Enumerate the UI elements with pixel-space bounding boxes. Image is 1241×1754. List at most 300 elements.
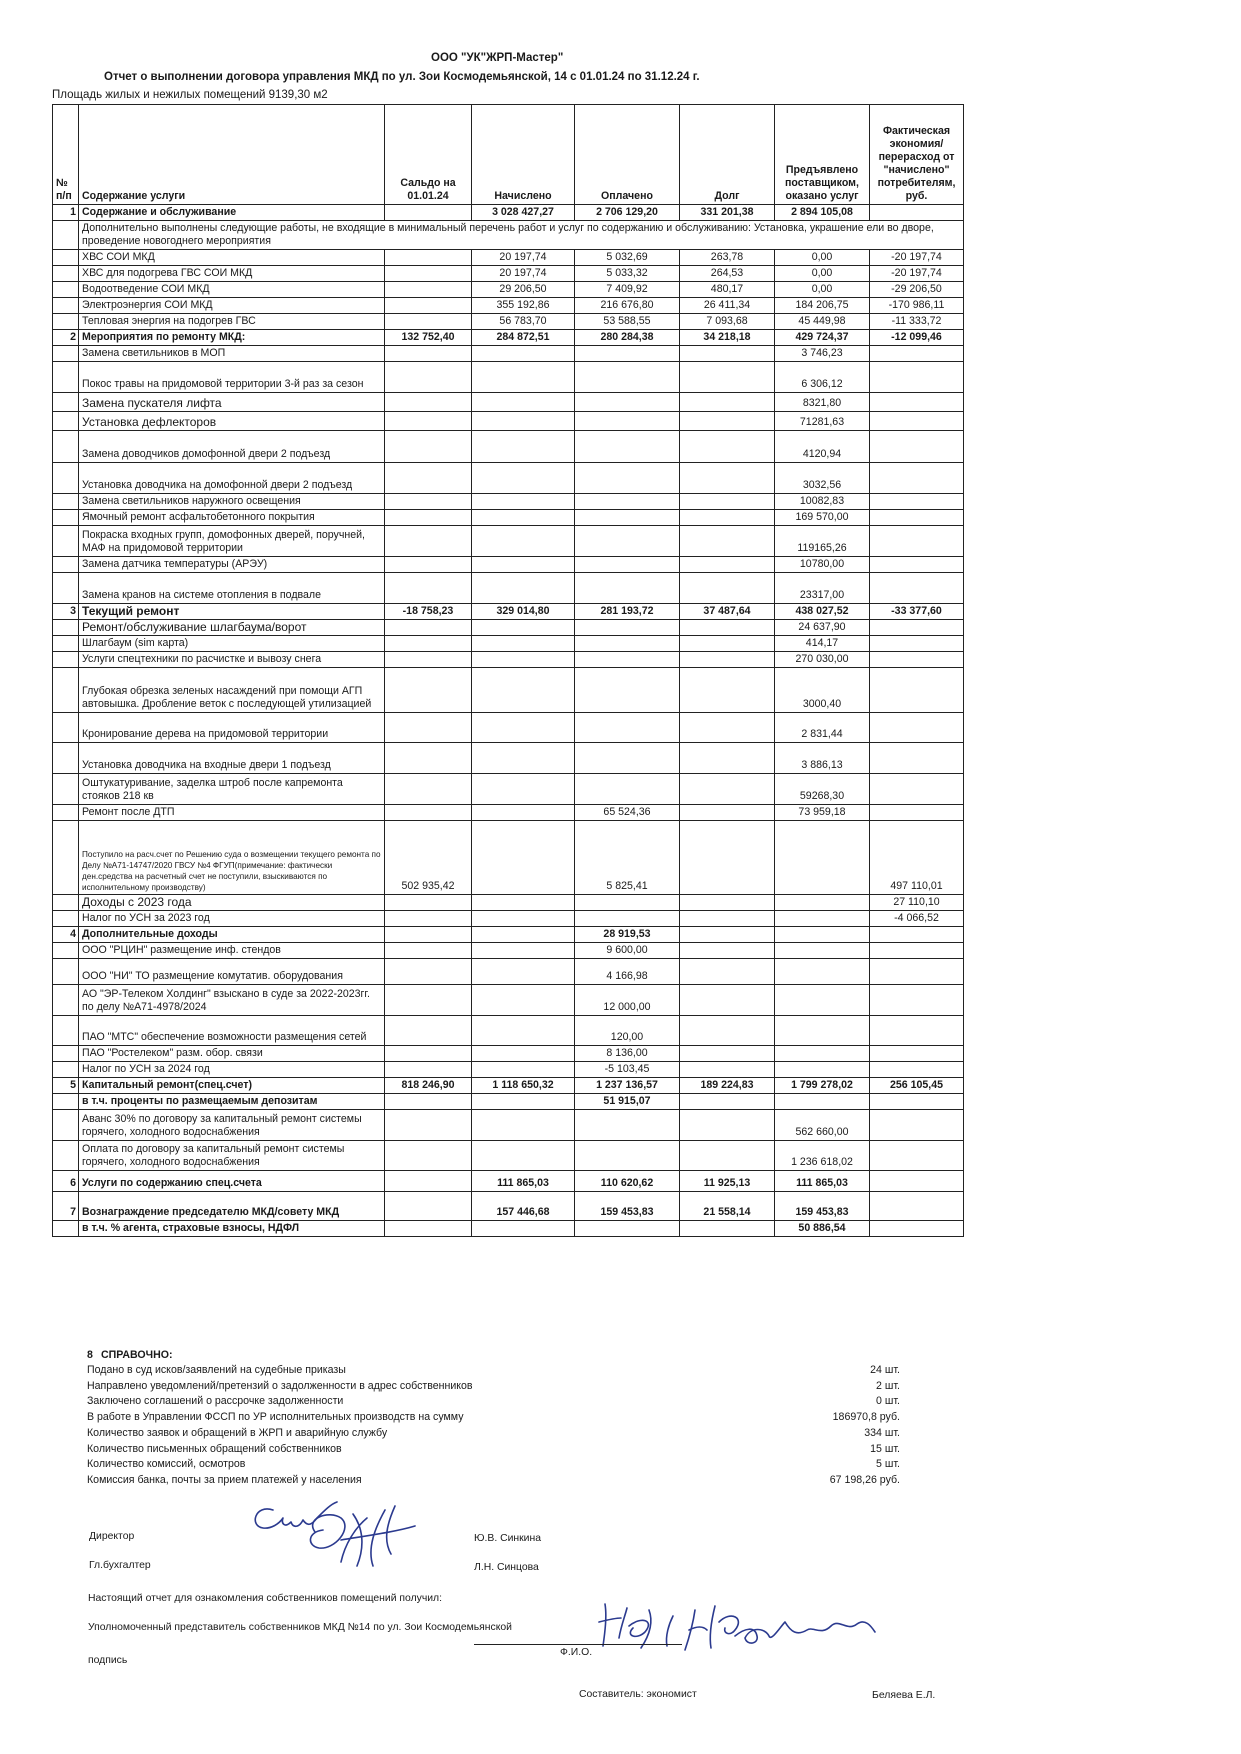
compiler-name: Беляева Е.Л. bbox=[872, 1690, 936, 1701]
row-num bbox=[53, 652, 79, 668]
row-num bbox=[53, 774, 79, 805]
saldo-cell bbox=[385, 250, 472, 266]
signature-line bbox=[474, 1644, 682, 1645]
paid-cell bbox=[575, 895, 680, 911]
economy-cell bbox=[870, 362, 964, 393]
saldo-cell bbox=[385, 911, 472, 927]
charged-cell bbox=[472, 1094, 575, 1110]
economy-cell: -33 377,60 bbox=[870, 604, 964, 620]
charged-cell bbox=[472, 911, 575, 927]
accountant-label: Гл.бухгалтер bbox=[89, 1560, 151, 1571]
paid-cell: 7 409,92 bbox=[575, 282, 680, 298]
economy-cell: -20 197,74 bbox=[870, 250, 964, 266]
spravochno-label: Количество заявок и обращений в ЖРП и аварийную службу bbox=[87, 1426, 388, 1439]
charged-cell bbox=[472, 943, 575, 959]
debt-cell: 264,53 bbox=[680, 266, 775, 282]
presented-cell: 3032,56 bbox=[775, 463, 870, 494]
charged-cell bbox=[472, 1062, 575, 1078]
charged-cell bbox=[472, 393, 575, 412]
spravochno-label: Комиссия банка, почты за прием платежей у населения bbox=[87, 1473, 362, 1486]
debt-cell bbox=[680, 463, 775, 494]
economy-cell bbox=[870, 346, 964, 362]
economy-cell bbox=[870, 573, 964, 604]
saldo-cell bbox=[385, 774, 472, 805]
charged-cell bbox=[472, 526, 575, 557]
presented-cell bbox=[775, 911, 870, 927]
saldo-cell bbox=[385, 431, 472, 463]
charged-cell bbox=[472, 1016, 575, 1046]
table-row bbox=[53, 911, 964, 927]
presented-cell bbox=[775, 1016, 870, 1046]
charged-cell bbox=[472, 510, 575, 526]
row-num bbox=[53, 895, 79, 911]
paid-cell: 5 825,41 bbox=[575, 821, 680, 895]
table-row bbox=[53, 510, 964, 526]
service-name: Ремонт/обслуживание шлагбаума/ворот bbox=[79, 620, 385, 636]
debt-cell bbox=[680, 911, 775, 927]
service-name: Замена светильников наружного освещения bbox=[79, 494, 385, 510]
economy-cell bbox=[870, 1192, 964, 1221]
charged-cell bbox=[472, 346, 575, 362]
economy-cell bbox=[870, 636, 964, 652]
table-row bbox=[53, 668, 964, 713]
service-name: АО "ЭР-Телеком Холдинг" взыскано в суде за 2022-2023гг. по делу №А71-4978/2024 bbox=[79, 985, 385, 1016]
service-name: ХВС СОИ МКД bbox=[79, 250, 385, 266]
paid-cell: 5 032,69 bbox=[575, 250, 680, 266]
presented-cell: 2 894 105,08 bbox=[775, 205, 870, 221]
paid-cell bbox=[575, 774, 680, 805]
charged-cell: 1 118 650,32 bbox=[472, 1078, 575, 1094]
saldo-cell: 818 246,90 bbox=[385, 1078, 472, 1094]
paid-cell bbox=[575, 1110, 680, 1141]
presented-cell: 3 746,23 bbox=[775, 346, 870, 362]
service-name: Поступило на расч.счет по Решению суда о возмещении текущего ремонта по Делу №А71-14747/2020 ГВСУ №4 ФГУП(примечание: фактически ден.средства на расчетный счет не поступили, взыскиваются по исполнительному производству) bbox=[79, 821, 385, 895]
table-row bbox=[53, 774, 964, 805]
charged-cell: 284 872,51 bbox=[472, 330, 575, 346]
fio-label: Ф.И.О. bbox=[560, 1647, 593, 1658]
debt-cell: 480,17 bbox=[680, 282, 775, 298]
charged-cell: 20 197,74 bbox=[472, 250, 575, 266]
row-num bbox=[53, 1046, 79, 1062]
saldo-cell bbox=[385, 314, 472, 330]
paid-cell bbox=[575, 346, 680, 362]
saldo-cell bbox=[385, 1046, 472, 1062]
debt-cell bbox=[680, 346, 775, 362]
row-num bbox=[53, 250, 79, 266]
economy-cell bbox=[870, 1171, 964, 1192]
table-row bbox=[53, 1141, 964, 1171]
debt-cell: 37 487,64 bbox=[680, 604, 775, 620]
presented-cell: 23317,00 bbox=[775, 573, 870, 604]
paid-cell: 53 588,55 bbox=[575, 314, 680, 330]
service-name: Электроэнергия СОИ МКД bbox=[79, 298, 385, 314]
org-name: ООО "УК"ЖРП-Мастер" bbox=[431, 52, 564, 64]
economy-cell bbox=[870, 557, 964, 573]
saldo-cell bbox=[385, 668, 472, 713]
debt-cell bbox=[680, 927, 775, 943]
economy-cell: -4 066,52 bbox=[870, 911, 964, 927]
row-num bbox=[53, 1016, 79, 1046]
saldo-cell bbox=[385, 805, 472, 821]
economy-cell bbox=[870, 526, 964, 557]
service-name: Установка дефлекторов bbox=[79, 412, 385, 431]
service-name: Оплата по договору за капитальный ремонт системы горячего, холодного водоснабжения bbox=[79, 1141, 385, 1171]
row-num bbox=[53, 1062, 79, 1078]
charged-cell bbox=[472, 1221, 575, 1237]
table-row bbox=[53, 266, 964, 282]
debt-cell bbox=[680, 743, 775, 774]
service-name: Мероприятия по ремонту МКД: bbox=[79, 330, 385, 346]
row-num bbox=[53, 431, 79, 463]
economy-cell bbox=[870, 510, 964, 526]
saldo-cell bbox=[385, 743, 472, 774]
service-name: Глубокая обрезка зеленых насаждений при помощи АГП автовышка. Дробление веток с последующей утилизацией bbox=[79, 668, 385, 713]
presented-cell bbox=[775, 927, 870, 943]
table-row bbox=[53, 636, 964, 652]
economy-cell: -170 986,11 bbox=[870, 298, 964, 314]
service-name: ХВС для подогрева ГВС СОИ МКД bbox=[79, 266, 385, 282]
economy-cell: 256 105,45 bbox=[870, 1078, 964, 1094]
debt-cell bbox=[680, 431, 775, 463]
economy-cell bbox=[870, 959, 964, 985]
debt-cell: 21 558,14 bbox=[680, 1192, 775, 1221]
debt-cell: 331 201,38 bbox=[680, 205, 775, 221]
table-row bbox=[53, 431, 964, 463]
table-row bbox=[53, 314, 964, 330]
table-row bbox=[53, 412, 964, 431]
economy-cell bbox=[870, 393, 964, 412]
service-name: ПАО "МТС" обеспечение возможности размещения сетей bbox=[79, 1016, 385, 1046]
saldo-cell bbox=[385, 943, 472, 959]
table-row bbox=[53, 1046, 964, 1062]
charged-cell bbox=[472, 821, 575, 895]
table-row bbox=[53, 1221, 964, 1237]
charged-cell bbox=[472, 668, 575, 713]
economy-cell bbox=[870, 713, 964, 743]
row-num bbox=[53, 362, 79, 393]
saldo-cell bbox=[385, 713, 472, 743]
service-name: ПАО "Ростелеком" разм. обор. связи bbox=[79, 1046, 385, 1062]
saldo-cell bbox=[385, 205, 472, 221]
economy-cell bbox=[870, 668, 964, 713]
saldo-cell bbox=[385, 620, 472, 636]
economy-cell: -29 206,50 bbox=[870, 282, 964, 298]
table-row bbox=[53, 652, 964, 668]
charged-cell bbox=[472, 362, 575, 393]
debt-cell bbox=[680, 510, 775, 526]
spravochno-value: 186970,8 руб. bbox=[832, 1411, 900, 1424]
row-num: 3 bbox=[53, 604, 79, 620]
charged-cell bbox=[472, 652, 575, 668]
table-row bbox=[53, 620, 964, 636]
paid-cell bbox=[575, 743, 680, 774]
paid-cell: 9 600,00 bbox=[575, 943, 680, 959]
paid-cell bbox=[575, 393, 680, 412]
charged-cell bbox=[472, 573, 575, 604]
debt-cell: 34 218,18 bbox=[680, 330, 775, 346]
row-num bbox=[53, 821, 79, 895]
debt-cell bbox=[680, 362, 775, 393]
service-name: Ремонт после ДТП bbox=[79, 805, 385, 821]
debt-cell: 7 093,68 bbox=[680, 314, 775, 330]
director-signature bbox=[245, 1488, 445, 1578]
paid-cell: 28 919,53 bbox=[575, 927, 680, 943]
service-name: Установка доводчика на входные двери 1 подъезд bbox=[79, 743, 385, 774]
charged-cell bbox=[472, 463, 575, 494]
economy-cell bbox=[870, 927, 964, 943]
row-num: 6 bbox=[53, 1171, 79, 1192]
economy-cell: 497 110,01 bbox=[870, 821, 964, 895]
paid-cell bbox=[575, 713, 680, 743]
economy-cell bbox=[870, 412, 964, 431]
charged-cell bbox=[472, 895, 575, 911]
row-num bbox=[53, 668, 79, 713]
charged-cell bbox=[472, 927, 575, 943]
spravochno-value: 67 198,26 руб. bbox=[829, 1473, 900, 1486]
economy-cell bbox=[870, 431, 964, 463]
paid-cell bbox=[575, 526, 680, 557]
service-name: в т.ч. % агента, страховые взносы, НДФЛ bbox=[79, 1221, 385, 1237]
paid-cell: -5 103,45 bbox=[575, 1062, 680, 1078]
spravochno-value: 0 шт. bbox=[876, 1395, 900, 1408]
charged-cell bbox=[472, 713, 575, 743]
economy-cell bbox=[870, 943, 964, 959]
debt-cell bbox=[680, 1046, 775, 1062]
economy-cell bbox=[870, 805, 964, 821]
economy-cell bbox=[870, 463, 964, 494]
charged-cell: 355 192,86 bbox=[472, 298, 575, 314]
paid-cell bbox=[575, 463, 680, 494]
debt-cell bbox=[680, 713, 775, 743]
economy-cell: -11 333,72 bbox=[870, 314, 964, 330]
spravochno-label: В работе в Управлении ФССП по УР исполнительных производств на сумму bbox=[87, 1411, 464, 1424]
table-row bbox=[53, 713, 964, 743]
presented-cell: 429 724,37 bbox=[775, 330, 870, 346]
debt-cell bbox=[680, 821, 775, 895]
representative-text: Уполномоченный представитель собственников МКД №14 по ул. Зои Космодемьянской bbox=[88, 1622, 512, 1633]
table-row bbox=[53, 604, 964, 620]
saldo-cell: -18 758,23 bbox=[385, 604, 472, 620]
charged-cell bbox=[472, 636, 575, 652]
presented-cell: 4120,94 bbox=[775, 431, 870, 463]
service-name: Налог по УСН за 2023 год bbox=[79, 911, 385, 927]
table-row bbox=[53, 573, 964, 604]
row-num: 7 bbox=[53, 1192, 79, 1221]
row-num bbox=[53, 221, 79, 250]
saldo-cell: 502 935,42 bbox=[385, 821, 472, 895]
saldo-cell bbox=[385, 1192, 472, 1221]
economy-cell bbox=[870, 652, 964, 668]
presented-cell: 59268,30 bbox=[775, 774, 870, 805]
saldo-cell bbox=[385, 573, 472, 604]
saldo-cell bbox=[385, 652, 472, 668]
service-name: Услуги по содержанию спец.счета bbox=[79, 1171, 385, 1192]
economy-cell bbox=[870, 1046, 964, 1062]
row-num bbox=[53, 713, 79, 743]
table-row bbox=[53, 330, 964, 346]
paid-cell: 120,00 bbox=[575, 1016, 680, 1046]
table-row bbox=[53, 1078, 964, 1094]
spravochno-value: 24 шт. bbox=[870, 1364, 900, 1376]
paid-cell: 51 915,07 bbox=[575, 1094, 680, 1110]
charged-cell bbox=[472, 431, 575, 463]
service-name: Шлагбаум (sim карта) bbox=[79, 636, 385, 652]
accountant-name: Л.Н. Синцова bbox=[474, 1562, 539, 1573]
row-num bbox=[53, 943, 79, 959]
row-num bbox=[53, 412, 79, 431]
economy-cell bbox=[870, 620, 964, 636]
debt-cell bbox=[680, 1016, 775, 1046]
row-num bbox=[53, 463, 79, 494]
service-name: Замена светильников в МОП bbox=[79, 346, 385, 362]
service-name: Налог по УСН за 2024 год bbox=[79, 1062, 385, 1078]
charged-cell: 29 206,50 bbox=[472, 282, 575, 298]
debt-cell: 189 224,83 bbox=[680, 1078, 775, 1094]
service-name: Кронирование дерева на придомовой территории bbox=[79, 713, 385, 743]
economy-cell bbox=[870, 1110, 964, 1141]
service-name: Водоотведение СОИ МКД bbox=[79, 282, 385, 298]
economy-cell bbox=[870, 494, 964, 510]
table-row bbox=[53, 221, 964, 250]
table-row bbox=[53, 1062, 964, 1078]
economy-cell bbox=[870, 1062, 964, 1078]
charged-cell bbox=[472, 743, 575, 774]
saldo-cell bbox=[385, 346, 472, 362]
paid-cell bbox=[575, 1141, 680, 1171]
spravochno-title: СПРАВОЧНО: bbox=[101, 1349, 173, 1361]
charged-cell: 56 783,70 bbox=[472, 314, 575, 330]
sign-label: подпись bbox=[88, 1655, 128, 1666]
saldo-cell bbox=[385, 1141, 472, 1171]
row-num: 2 bbox=[53, 330, 79, 346]
presented-cell: 45 449,98 bbox=[775, 314, 870, 330]
service-name: ООО "РЦИН" размещение инф. стендов bbox=[79, 943, 385, 959]
spravochno-value: 15 шт. bbox=[870, 1442, 900, 1455]
presented-cell: 562 660,00 bbox=[775, 1110, 870, 1141]
row-num bbox=[53, 557, 79, 573]
debt-cell bbox=[680, 1094, 775, 1110]
presented-cell: 0,00 bbox=[775, 250, 870, 266]
table-row bbox=[53, 526, 964, 557]
saldo-cell bbox=[385, 282, 472, 298]
debt-cell bbox=[680, 652, 775, 668]
saldo-cell bbox=[385, 895, 472, 911]
table-row bbox=[53, 743, 964, 774]
paid-cell bbox=[575, 573, 680, 604]
economy-cell bbox=[870, 743, 964, 774]
debt-cell bbox=[680, 526, 775, 557]
spravochno-label: Подано в суд исков/заявлений на судебные приказы bbox=[87, 1364, 346, 1376]
report-table bbox=[52, 104, 964, 1237]
saldo-cell bbox=[385, 1171, 472, 1192]
presented-cell: 270 030,00 bbox=[775, 652, 870, 668]
paid-cell: 65 524,36 bbox=[575, 805, 680, 821]
economy-cell bbox=[870, 1221, 964, 1237]
presented-cell bbox=[775, 821, 870, 895]
paid-cell bbox=[575, 362, 680, 393]
presented-cell: 50 886,54 bbox=[775, 1221, 870, 1237]
table-row bbox=[53, 1171, 964, 1192]
presented-cell: 1 236 618,02 bbox=[775, 1141, 870, 1171]
row-num: 1 bbox=[53, 205, 79, 221]
table-row bbox=[53, 805, 964, 821]
service-name: Замена кранов на системе отопления в подвале bbox=[79, 573, 385, 604]
area-line: Площадь жилых и нежилых помещений 9139,30 м2 bbox=[52, 89, 328, 101]
service-name: Замена датчика температуры (АРЭУ) bbox=[79, 557, 385, 573]
debt-cell bbox=[680, 620, 775, 636]
saldo-cell bbox=[385, 393, 472, 412]
table-row bbox=[53, 1110, 964, 1141]
table-row bbox=[53, 1192, 964, 1221]
service-name: Капитальный ремонт(спец.счет) bbox=[79, 1078, 385, 1094]
row-num bbox=[53, 510, 79, 526]
table-row bbox=[53, 895, 964, 911]
debt-cell: 263,78 bbox=[680, 250, 775, 266]
economy-cell bbox=[870, 205, 964, 221]
economy-cell: -12 099,46 bbox=[870, 330, 964, 346]
service-name: Аванс 30% по договору за капитальный ремонт системы горячего, холодного водоснабжения bbox=[79, 1110, 385, 1141]
paid-cell bbox=[575, 557, 680, 573]
director-label: Директор bbox=[89, 1531, 135, 1542]
spravochno-label: Количество комиссий, осмотров bbox=[87, 1458, 246, 1471]
row-num bbox=[53, 266, 79, 282]
charged-cell bbox=[472, 1110, 575, 1141]
col-charged-header: Начислено bbox=[472, 105, 575, 205]
paid-cell: 2 706 129,20 bbox=[575, 205, 680, 221]
debt-cell bbox=[680, 557, 775, 573]
charged-cell: 3 028 427,27 bbox=[472, 205, 575, 221]
presented-cell: 24 637,90 bbox=[775, 620, 870, 636]
service-name: Покос травы на придомовой территории 3-й раз за сезон bbox=[79, 362, 385, 393]
economy-cell bbox=[870, 1016, 964, 1046]
saldo-cell bbox=[385, 1094, 472, 1110]
debt-cell bbox=[680, 494, 775, 510]
presented-cell: 8321,80 bbox=[775, 393, 870, 412]
service-name: Дополнительные доходы bbox=[79, 927, 385, 943]
saldo-cell bbox=[385, 557, 472, 573]
col-economy-header: Фактическая экономия/перерасход от "начислено" потребителям, руб. bbox=[870, 105, 964, 205]
saldo-cell bbox=[385, 526, 472, 557]
received-text: Настоящий отчет для ознакомления собственников помещений получил: bbox=[88, 1593, 443, 1604]
economy-cell: -20 197,74 bbox=[870, 266, 964, 282]
saldo-cell bbox=[385, 362, 472, 393]
row-num bbox=[53, 393, 79, 412]
compiler-label: Составитель: экономист bbox=[579, 1689, 697, 1700]
table-row bbox=[53, 250, 964, 266]
debt-cell bbox=[680, 895, 775, 911]
charged-cell: 20 197,74 bbox=[472, 266, 575, 282]
economy-cell bbox=[870, 774, 964, 805]
saldo-cell bbox=[385, 985, 472, 1016]
col-paid-header: Оплачено bbox=[575, 105, 680, 205]
row-num bbox=[53, 573, 79, 604]
presented-cell: 438 027,52 bbox=[775, 604, 870, 620]
table-row bbox=[53, 393, 964, 412]
saldo-cell bbox=[385, 927, 472, 943]
presented-cell: 111 865,03 bbox=[775, 1171, 870, 1192]
service-name: Услуги спецтехники по расчистке и вывозу снега bbox=[79, 652, 385, 668]
paid-cell: 110 620,62 bbox=[575, 1171, 680, 1192]
saldo-cell bbox=[385, 1110, 472, 1141]
charged-cell bbox=[472, 412, 575, 431]
charged-cell bbox=[472, 774, 575, 805]
paid-cell: 12 000,00 bbox=[575, 985, 680, 1016]
paid-cell bbox=[575, 636, 680, 652]
table-row bbox=[53, 463, 964, 494]
saldo-cell bbox=[385, 510, 472, 526]
paid-cell bbox=[575, 431, 680, 463]
row-num bbox=[53, 1221, 79, 1237]
